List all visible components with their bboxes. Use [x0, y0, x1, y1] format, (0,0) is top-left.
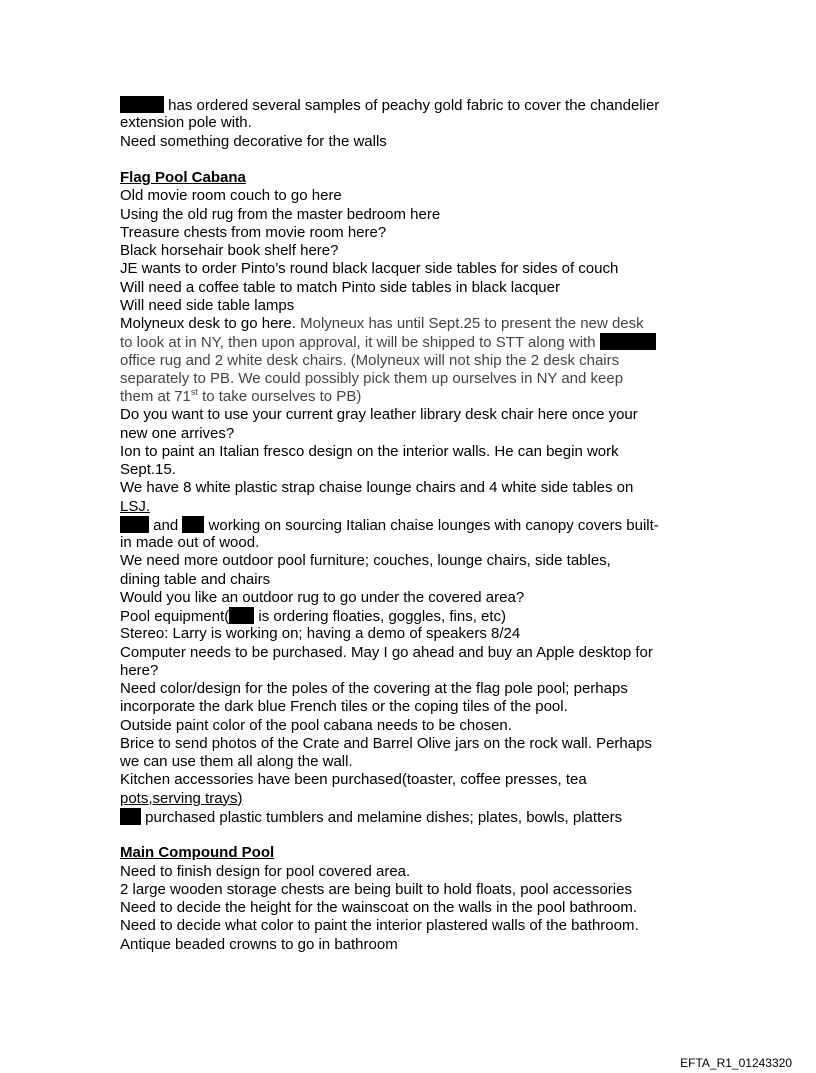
list-item: dining table and chairs — [120, 570, 271, 588]
list-item: Using the old rug from the master bedroom here — [120, 205, 441, 223]
list-item: Will need a coffee table to match Pinto side tables in black lacquer — [120, 278, 560, 296]
list-item: Do you want to use your current gray leather library desk chair here once your — [120, 406, 638, 424]
redaction-box — [120, 808, 141, 825]
list-item: Outside paint color of the pool cabana needs to be chosen. — [120, 716, 512, 734]
list-item: Need to finish design for pool covered area. — [120, 862, 411, 880]
list-item: 2 large wooden storage chests are being built to hold floats, pool accessories — [120, 880, 632, 898]
list-item: Treasure chests from movie room here? — [120, 223, 387, 241]
intro-line-2: extension pole with. — [120, 114, 252, 132]
molyneux-line-3: office rug and 2 white desk chairs. (Molyneux will not ship the 2 desk chairs — [120, 351, 620, 369]
list-item: incorporate the dark blue French tiles or the coping tiles of the pool. — [120, 698, 568, 716]
list-item: Sept.15. — [120, 461, 176, 478]
list-item: Need to decide what color to paint the interior plastered walls of the bathroom. — [120, 917, 639, 935]
list-item: Would you like an outdoor rug to go under the covered area? — [120, 588, 525, 606]
list-item: We need more outdoor pool furniture; couches, lounge chairs, side tables, — [120, 552, 611, 570]
list-item: Kitchen accessories have been purchased(toaster, coffee presses, tea — [120, 771, 587, 789]
list-item: new one arrives? — [120, 424, 235, 442]
list-item: here? — [120, 661, 159, 679]
list-item: we can use them all along the wall. — [120, 753, 353, 770]
redaction-box — [120, 516, 149, 533]
list-item: Will need side table lamps — [120, 296, 295, 314]
list-item: Need color/design for the poles of the covering at the flag pole pool; perhaps — [120, 680, 628, 697]
section-heading-main-compound-pool: Main Compound Pool — [120, 844, 275, 862]
sourcing-line-2: in made out of wood. — [120, 534, 260, 551]
list-item: Need to decide the height for the wainscoat on the walls in the pool bathroom. — [120, 899, 637, 916]
list-item: Ion to paint an Italian fresco design on the interior walls. He can begin work — [120, 442, 619, 460]
redaction-box — [229, 607, 254, 624]
redaction-box — [120, 96, 164, 113]
tumblers-line: purchased plastic tumblers and melamine dishes; plates, bowls, platters — [120, 808, 710, 826]
list-item: Brice to send photos of the Crate and Barrel Olive jars on the rock wall. Perhaps — [120, 734, 652, 752]
molyneux-line-4: separately to PB. We could possibly pick them up ourselves in NY and keep — [120, 369, 624, 387]
document-id-footer: EFTA_R1_01243320 — [680, 1056, 792, 1070]
list-item: LSJ. — [120, 497, 151, 515]
redaction-box — [600, 333, 656, 350]
list-item: We have 8 white plastic strap chaise lounge chairs and 4 white side tables on — [120, 479, 634, 497]
document-body — [120, 96, 710, 954]
intro-line-3: Need something decorative for the walls — [120, 132, 387, 150]
section-heading-flag-pool-cabana: Flag Pool Cabana — [120, 169, 246, 186]
molyneux-line-5: them at 71st to take ourselves to PB) — [120, 387, 362, 405]
list-item: Old movie room couch to go here — [120, 187, 342, 205]
list-item: Stereo: Larry is working on; having a demo of speakers 8/24 — [120, 625, 521, 643]
molyneux-line-1: Molyneux desk to go here. Molyneux has until Sept.25 to present the new desk — [120, 315, 644, 332]
redaction-box — [182, 516, 204, 533]
list-item: JE wants to order Pinto’s round black lacquer side tables for sides of couch — [120, 260, 619, 278]
intro-line-1: has ordered several samples of peachy gold fabric to cover the chandelier — [120, 96, 710, 114]
pool-equipment-line: Pool equipment( is ordering floaties, goggles, fins, etc) — [120, 608, 507, 625]
sourcing-line-1: and working on sourcing Italian chaise lounges with canopy covers built- — [120, 516, 710, 534]
list-item: Antique beaded crowns to go in bathroom — [120, 935, 398, 953]
list-item: Computer needs to be purchased. May I go ahead and buy an Apple desktop for — [120, 643, 653, 661]
list-item: Black horsehair book shelf here? — [120, 242, 339, 259]
list-item: pots,serving trays) — [120, 789, 243, 807]
molyneux-line-2: to look at in NY, then upon approval, it will be shipped to STT along with — [120, 333, 710, 351]
